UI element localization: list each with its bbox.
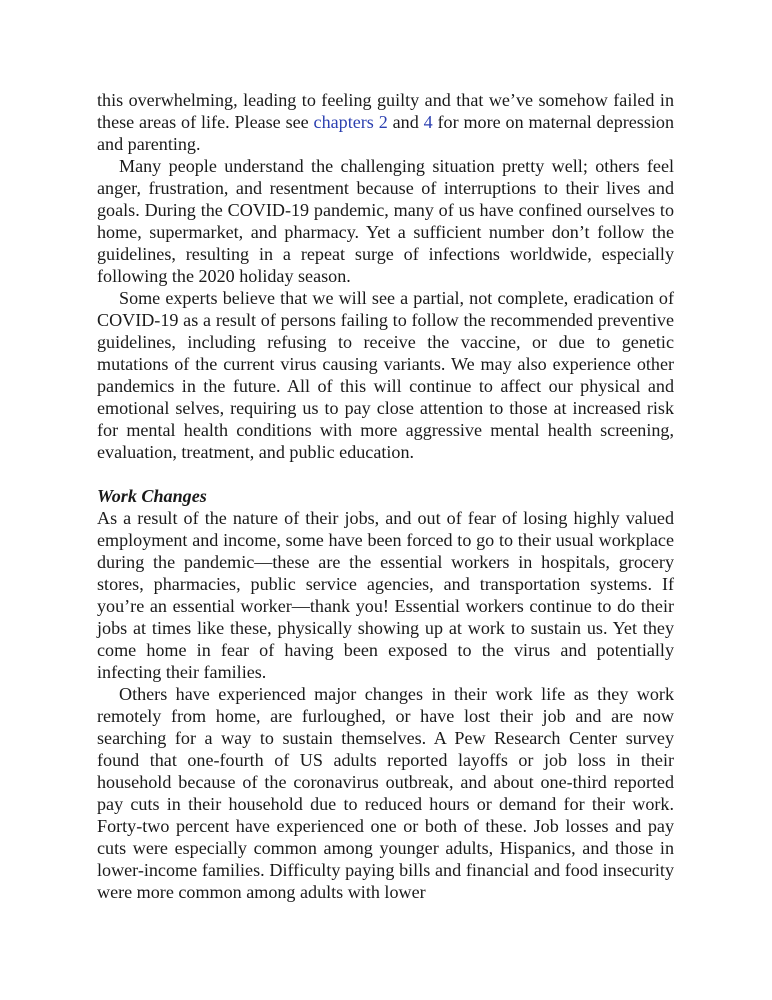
chapters-2-link[interactable]: chapters 2 [313,112,388,132]
paragraph-work-life-changes: Others have experienced major changes in their work life as they work remotely from home, are furloughed, or have lost their job and are now searching for a way to sustain themselves. A Pew Research Center survey found that one-fourth of US adults reported layoffs or job loss in their household because of the coronavirus outbreak, and about one-third reported pay cuts in their household due to reduced hours or demand for their work. Forty-two percent have experienced one or both of these. Job losses and pay cuts were especially common among younger adults, Hispanics, and those in lower-income families. Difficulty paying bills and financial and food insecurity were more common among adults with lower [97,684,674,902]
paragraph-continuation [97,89,674,155]
paragraph-anger-frustration: Many people understand the challenging situation pretty well; others feel anger, frustration, and resentment because of interruptions to their lives and goals. During the COVID-19 pandemic, many of us have confined ourselves to home, supermarket, and pharmacy. Yet a sufficient number don’t follow the guidelines, resulting in a repeat surge of infections worldwide, especially following the 2020 holiday season. [97,156,674,286]
paragraph-text: for more on maternal depression and parenting. [97,112,675,154]
paragraph-essential-workers: As a result of the nature of their jobs, and out of fear of losing highly valued employment and income, some have been forced to go to their usual workplace during the pandemic—these are the essential workers in hospitals, grocery stores, pharmacies, public service agencies, and transportation systems. If you’re an essential worker—thank you! Essential workers continue to do their jobs at times like these, physically showing up at work to sustain us. Yet they come home in fear of having been exposed to the virus and potentially infecting their families. [97,508,674,682]
paragraph-text: and [387,112,424,132]
chapter-4-link[interactable]: 4 [423,112,433,132]
paragraph-text: this overwhelming, leading to feeling guilty and that we’ve somehow failed in these areas of life. Please see [97,90,674,132]
document-page [97,89,674,903]
paragraph-partial-eradication: Some experts believe that we will see a partial, not complete, eradication of COVID-19 as a result of persons failing to follow the recommended preventive guidelines, including refusing to receive the vaccine, or due to genetic mutations of the current virus causing variants. We may also experience other pandemics in the future. All of this will continue to affect our physical and emotional selves, requiring us to pay close attention to those at increased risk for mental health conditions with more aggressive mental health screening, evaluation, treatment, and public education. [97,288,674,462]
section-heading-work-changes: Work Changes [97,486,207,506]
